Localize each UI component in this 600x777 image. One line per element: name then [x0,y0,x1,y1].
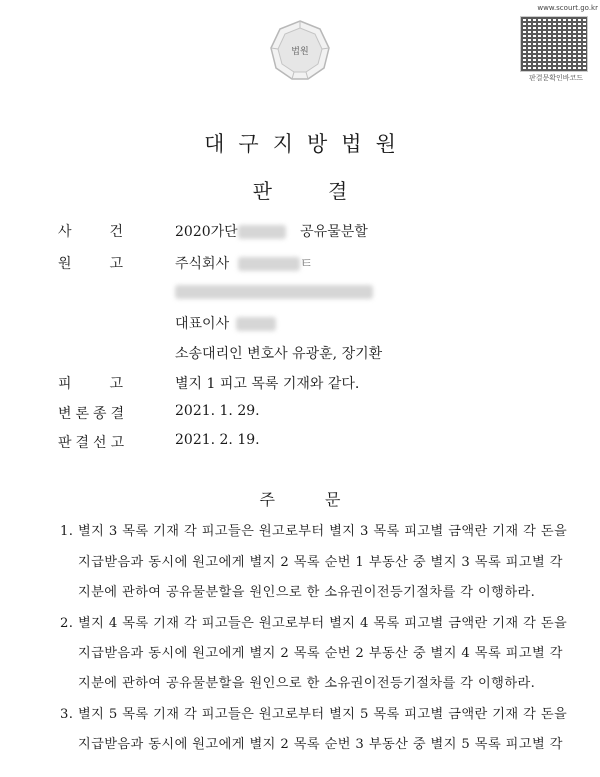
representative-label: 대표이사 [175,316,230,332]
order-line: 지분에 관하여 공유물분할을 원인으로 한 소유권이전등기절차를 각 이행하라. [78,585,536,600]
order-line: 2. 별지 4 목록 기재 각 피고들은 원고로부터 별지 4 목록 피고별 금액란 기재 각 돈을 [60,616,568,631]
closing-label: 변론종결 [58,406,129,422]
case-label: 사건 [58,224,162,240]
order-line: 3. 별지 5 목록 기재 각 피고들은 원고로부터 별지 5 목록 피고별 금액란 기재 각 돈을 [60,707,568,722]
closing-date: 2021. 1. 29. [175,403,260,419]
plaintiff-label: 원고 [58,256,162,272]
order-title: 주문 [259,490,391,509]
seal-label: 법원 [291,46,309,57]
order-line: 지급받음과 동시에 원고에게 별지 2 목록 순번 1 부동산 중 별지 3 목록 피고별 각 [78,555,563,570]
redacted-representative-name [236,317,276,331]
order-line: 지분에 관하여 공유물분할을 원인으로 한 소유권이전등기절차를 각 이행하라. [78,676,536,691]
verification-barcode-icon [520,16,588,72]
defendant-label: 피고 [58,376,162,392]
document-type-title: 판결 [252,179,404,203]
plaintiff-company-prefix: 주식회사 [175,256,230,272]
defendant-value: 별지 1 피고 목록 기재와 같다. [175,376,360,392]
qr-caption: 판결문확인바코드 [528,74,584,82]
plaintiff-address [175,284,373,300]
case-number-prefix: 2020가단 [175,224,238,240]
order-line: 지급받음과 동시에 원고에게 별지 2 목록 순번 3 부동산 중 별지 5 목록 피고별 각 [78,737,563,752]
court-name: 대구지방법원 [204,132,410,156]
redacted-address [175,285,373,299]
order-line: 1. 별지 3 목록 기재 각 피고들은 원고로부터 별지 3 목록 피고별 금액란 기재 각 돈을 [60,524,568,539]
plaintiff-company-suffix: ㅌ [299,256,314,272]
judgment-date-label: 판결선고 [58,435,129,451]
case-value [175,221,368,241]
redacted-company-name [238,257,300,271]
redacted-case-number [238,225,286,239]
judgment-date: 2021. 2. 19. [175,432,260,448]
court-seal [268,18,332,82]
plaintiff-company [175,253,313,273]
order-line: 지급받음과 동시에 원고에게 별지 2 목록 순번 2 부동산 중 별지 4 목록 피고별 각 [78,646,563,661]
plaintiff-counsel: 소송대리인 변호사 유광훈, 장기환 [175,346,383,362]
qr-url: www.scourt.go.kr [537,4,598,12]
case-name: 공유물분할 [300,224,368,240]
plaintiff-representative [175,313,276,333]
